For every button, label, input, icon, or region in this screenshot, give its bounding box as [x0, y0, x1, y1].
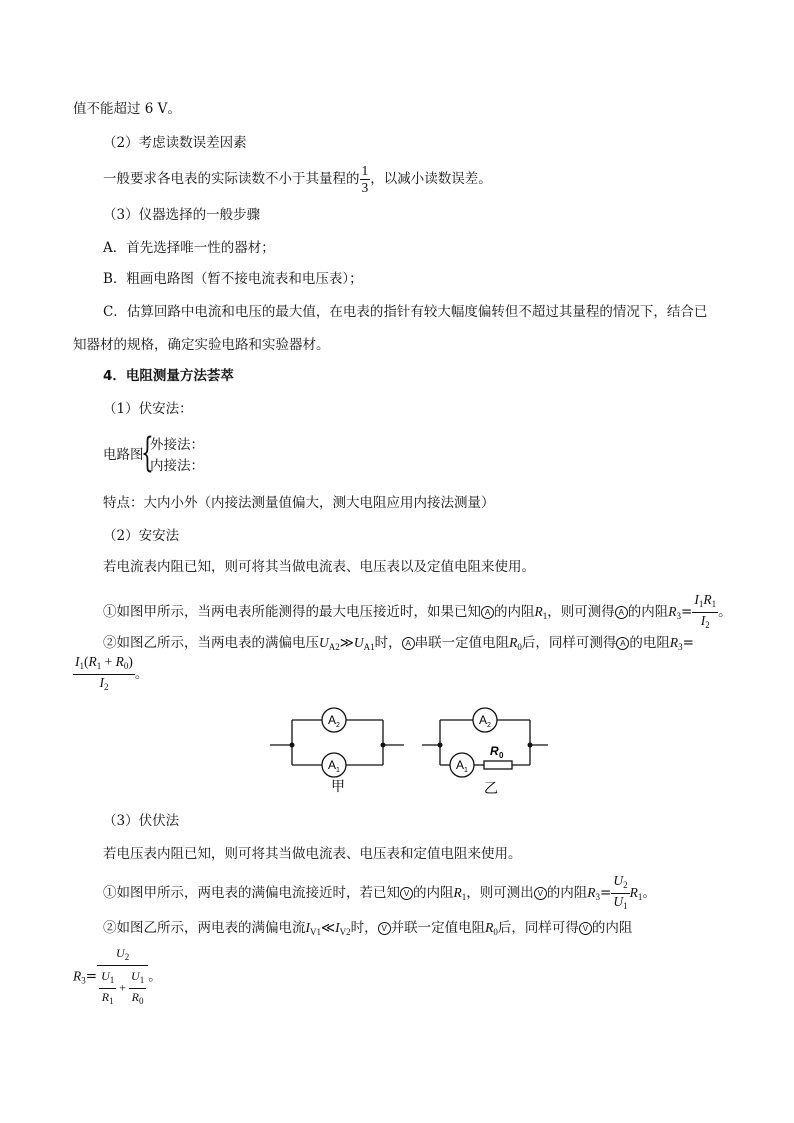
- ammeter-a1-symbol: A: [616, 637, 629, 650]
- heading-4: 4．电阻测量方法荟萃: [103, 368, 234, 384]
- formula-i1r1-over-i2: $\frac{I_1R_1}{I_2}$: [694, 592, 717, 630]
- formula-u2-over-u1: $\frac{U_2}{U_1}$: [613, 873, 628, 911]
- step-c-line1: C．估算回路中电流和电压的最大值，在电表的指针有较大幅度偏转但不超过其量程的情况下，结合已: [103, 304, 708, 320]
- sec2-title: （2）考虑读数误差因素: [103, 135, 247, 151]
- line-1: 值不能超过 6 V。: [73, 101, 181, 117]
- formula-method3-r3: $R_3=$ $U_2$ $\frac{U_1}{R_1}$ + $\frac{U_1}{R_0}$ 。: [73, 946, 162, 1006]
- one-third-fraction: $\frac{1}{3}$: [361, 163, 369, 195]
- left-brace: {: [141, 430, 154, 476]
- sec2-text: [103, 160, 492, 198]
- voltmeter-v1-symbol: V: [400, 887, 413, 900]
- voltmeter-v1-symbol: V: [579, 922, 592, 935]
- inner-connection: 内接法：: [150, 458, 204, 474]
- method3-intro: 若电压表内阻已知，则可将其当做电流表、电压表和定值电阻来使用。: [103, 846, 522, 862]
- svg-text:A: A: [328, 713, 337, 727]
- circuit-diagram-label: 电路图: [103, 447, 144, 463]
- method3-para2: ②如图乙所示，两电表的满偏电流$I_{V1}≪I_{V2}$时， V 并联一定值电阻$R_0$后，同样可得 V 的内阻: [103, 920, 633, 937]
- method1-title: （1）伏安法：: [103, 401, 193, 417]
- sec3-title: （3）仪器选择的一般步骤: [103, 207, 261, 223]
- svg-text:2: 2: [336, 722, 340, 729]
- sec2-text-a: 一般要求各电表的实际读数不小于其量程的: [103, 171, 360, 187]
- voltmeter-v2-symbol: V: [534, 887, 547, 900]
- outer-connection: 外接法：: [150, 437, 204, 453]
- voltmeter-v1-symbol: V: [378, 922, 391, 935]
- method2-title: （2）安安法: [103, 528, 180, 544]
- figure-jia-label: 甲: [331, 778, 345, 794]
- formula-method2-r3: $\frac{I_1(R_1 + R_0)}{I_2}$ 。: [75, 654, 149, 692]
- svg-text:A: A: [328, 758, 337, 772]
- method2-para2: ②如图乙所示，当两电表的满偏电压$U_{A2}≫U_{A1}$时， A 串联一定值电阻$R_0$后，同样可测得 A 的电阻$R_3=$: [103, 635, 694, 652]
- ammeter-a2-symbol: A: [615, 606, 628, 619]
- svg-text:A: A: [456, 758, 465, 772]
- svg-text:0: 0: [499, 751, 504, 760]
- resistor-r0-icon: [484, 761, 512, 769]
- method2-para1: ①如图甲所示，当两电表所能测得的最大电压接近时，如果已知 A 的内阻$R_1$，则可测得 A 的内阻$R_3=$ $\frac{I_1R_1}{I_2}$ 。: [103, 592, 732, 633]
- svg-text:1: 1: [464, 767, 468, 774]
- feature-text: 特点：大内小外（内接法测量值偏大，测大电阻应用内接法测量）: [103, 495, 495, 511]
- step-a: A．首先选择唯一性的器材；: [103, 240, 275, 256]
- method2-intro: 若电流表内阻已知，则可将其当做电流表、电压表以及定值电阻来使用。: [103, 559, 535, 575]
- svg-text:1: 1: [336, 767, 340, 774]
- svg-text:A: A: [479, 713, 488, 727]
- step-b: B．粗画电路图（暂不接电流表和电压表）；: [103, 271, 363, 287]
- sec2-text-b: ，以减小读数误差。: [370, 171, 492, 187]
- figure-yi-label: 乙: [484, 780, 498, 796]
- method3-para1: ①如图甲所示，两电表的满偏电流接近时，若已知 V 的内阻$R_1$，则可测出 V 的内阻$R_3=$ $\frac{U_2}{U_1}$ $R_1$。: [103, 873, 656, 914]
- method3-title: （3）伏伏法: [103, 813, 180, 829]
- circuit-figures: [0, 705, 794, 815]
- svg-text:R: R: [490, 744, 499, 758]
- svg-text:2: 2: [487, 722, 491, 729]
- step-c-line2: 知器材的规格，确定实验电路和实验器材。: [73, 337, 330, 353]
- ammeter-a1-symbol: A: [481, 606, 494, 619]
- ammeter-a1-symbol: A: [402, 637, 415, 650]
